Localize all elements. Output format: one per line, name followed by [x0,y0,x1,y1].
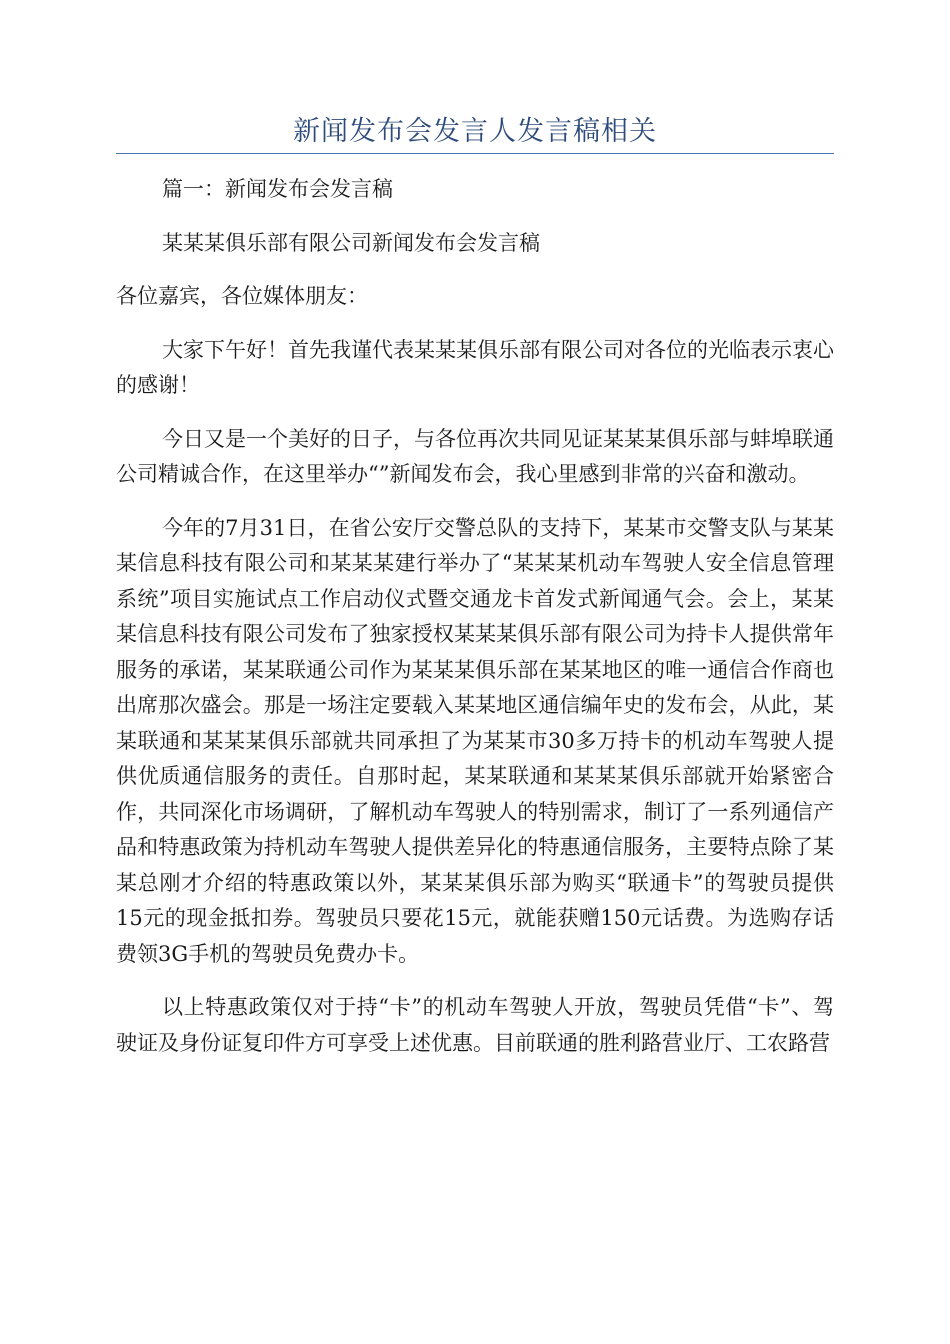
salutation: 各位嘉宾，各位媒体朋友： [116,284,368,308]
body-paragraph: 今年的7月31日，在省公安厅交警总队的支持下，某某市交警支队与某某某信息科技有限公司和某某某建行举办了“某某某机动车驾驶人安全信息管理系统”项目实施试点工作启动仪式暨交通龙卡首发式新闻通气会。会上，某某某信息科技有限公司发布了独家授权某某某俱乐部有限公司为持卡人提供常年服务的承诺，某某联通公司作为某某某俱乐部在某某地区的唯一通信合作商也出席那次盛会。那是一场注定要载入某某地区通信编年史的发布会，从此，某某联通和某某某俱乐部就共同承担了为某某市30多万持卡的机动车驾驶人提供优质通信服务的责任。自那时起，某某联通和某某某俱乐部就开始紧密合作，共同深化市场调研，了解机动车驾驶人的特别需求，制订了一系列通信产品和特惠政策为持机动车驾驶人提供差异化的特惠通信服务，主要特点除了某某总刚才介绍的特惠政策以外，某某某俱乐部为购买“联通卡”的驾驶员提供15元的现金抵扣券。驾驶员只要花15元，就能获赠150元话费。为选购存话费领3G手机的驾驶员免费办卡。 [116,515,834,966]
document-body [116,172,834,1079]
title-underline [116,153,834,154]
body-paragraph: 今日又是一个美好的日子，与各位再次共同见证某某某俱乐部与蚌埠联通公司精诚合作，在这里举办“”新闻发布会，我心里感到非常的兴奋和激动。 [116,426,834,486]
document-title: 新闻发布会发言人发言稿相关 [293,116,657,147]
body-paragraph: 大家下午好！首先我谨代表某某某俱乐部有限公司对各位的光临表示衷心的感谢！ [116,337,834,397]
body-paragraph: 以上特惠政策仅对于持“卡”的机动车驾驶人开放，驾驶员凭借“卡”、驾驶证及身份证复印件方可享受上述优惠。目前联通的胜利路营业厅、工农路营 [116,995,834,1055]
section-heading: 篇一：新闻发布会发言稿 [162,177,393,201]
speech-title: 某某某俱乐部有限公司新闻发布会发言稿 [162,230,540,255]
